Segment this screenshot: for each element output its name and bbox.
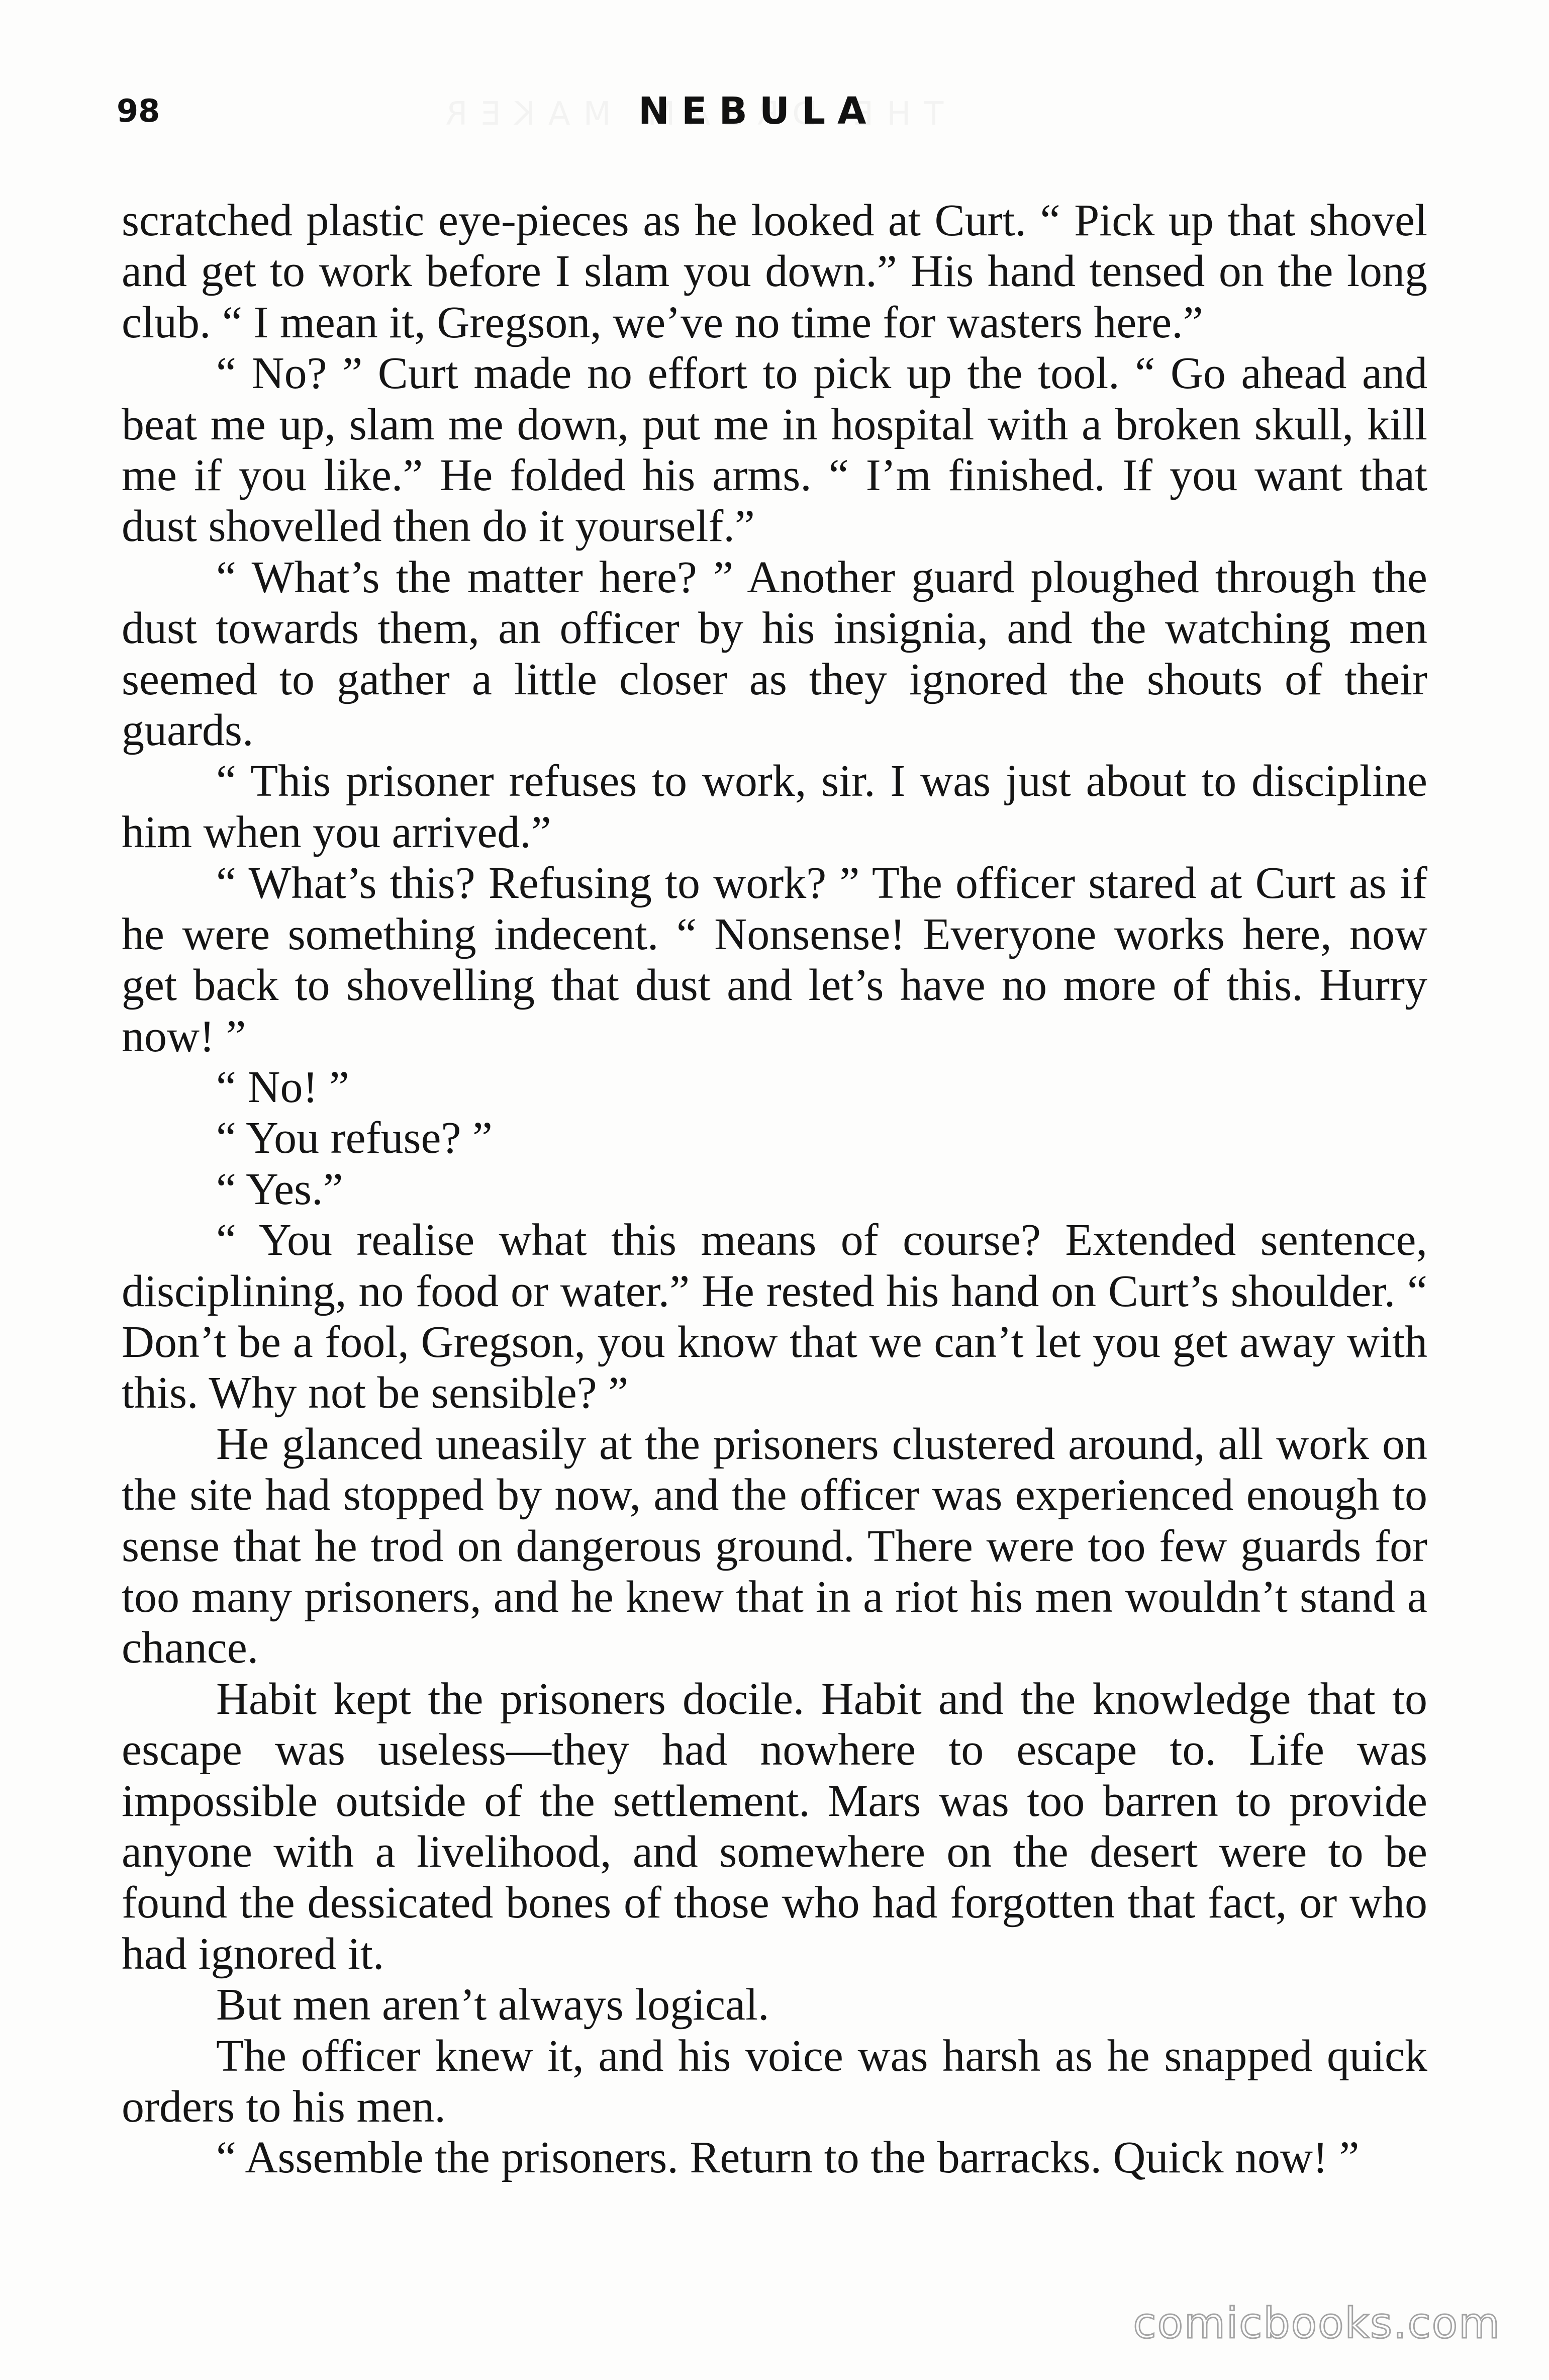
paragraph: “ This prisoner refuses to work, sir. I was just about to discipline him when you arrived.” (122, 756, 1427, 857)
story-text (122, 195, 1427, 2183)
paragraph: But men aren’t always logical. (216, 1980, 769, 2030)
running-title: NEBULA (638, 89, 879, 133)
paragraph: “ No? ” Curt made no effort to pick up the tool. “ Go ahead and beat me up, slam me down, put me in hospital with a broken skull, kill me if you like.” He folded his arms. “ I’m finished. If you want that dust shovelled then do it yourself.” (122, 348, 1427, 552)
paragraph: “ No! ” (216, 1062, 349, 1112)
paragraph: He glanced uneasily at the prisoners clustered around, all work on the site had stopped by now, and the officer was experienced enough to sense that he trod on dangerous ground. There were too few guards for too many prisoners, and he knew that in a riot his men wouldn’t stand a chance. (122, 1419, 1427, 1673)
paragraph: The officer knew it, and his voice was harsh as he snapped quick orders to his men. (122, 2031, 1427, 2132)
site-watermark: comicbooks.com (1133, 2299, 1501, 2348)
page-header (0, 89, 1549, 150)
paragraph: “ You refuse? ” (216, 1113, 493, 1163)
paragraph: “ What’s this? Refusing to work? ” The officer stared at Curt as if he were something indecent. “ Nonsense! Everyone works here, now get back to shovelling that dust and let’s have no more of this. Hurry now! ” (122, 858, 1427, 1061)
paragraph: “ Yes.” (216, 1164, 343, 1214)
paragraph: scratched plastic eye-pieces as he looked at Curt. “ Pick up that shovel and get to work before I slam you down.” His hand tensed on the long club. “ I mean it, Gregson, we’ve no time for wasters here.” (122, 196, 1427, 347)
paragraph: “ You realise what this means of course? Extended sentence, disciplining, no food or water.” He rested his hand on Curt’s shoulder. “ Don’t be a fool, Gregson, you know that we can’t let you get away with this. Why not be sensible? ” (122, 1215, 1427, 1418)
paragraph: Habit kept the prisoners docile. Habit and the knowledge that to escape was useless—they had nowhere to escape to. Life was impossible outside of the settlement. Mars was too barren to provide anyone with a livelihood, and somewhere on the desert were to be found the dessicated bones of those who had forgotten that fact, or who had ignored it. (122, 1674, 1427, 1979)
paragraph: “ Assemble the prisoners. Return to the barracks. Quick now! ” (216, 2133, 1360, 2183)
paragraph: “ What’s the matter here? ” Another guard ploughed through the dust towards them, an officer by his insignia, and the watching men seemed to gather a little closer as they ignored the shouts of their guards. (122, 552, 1427, 756)
page-number: 98 (117, 93, 160, 129)
